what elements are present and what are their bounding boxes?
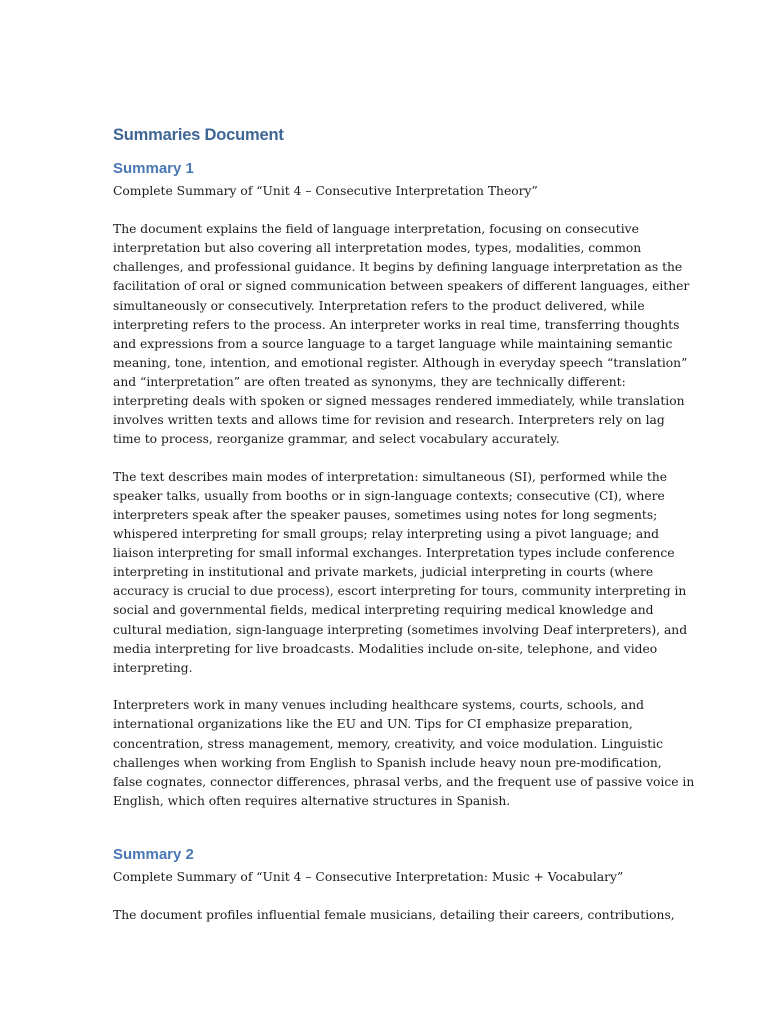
text-line: liaison interpreting for small informal exchanges. Interpretation types include conference [113,546,675,561]
text-line: accuracy is crucial to due process), escort interpreting for tours, community interpreting in [113,584,687,599]
text-line: and “interpretation” are often treated as synonyms, they are technically different: [113,374,626,389]
text-line: interpreting refers to the process. An interpreter works in real time, transferring thoughts [113,317,680,332]
paragraph [113,220,690,449]
paragraph [113,906,675,925]
text-line: speaker talks, usually from booths or in sign-language contexts; consecutive (CI), where [113,488,665,503]
text-line: international organizations like the EU and UN. Tips for CI emphasize preparation, [113,717,633,732]
text-line: challenges, and professional guidance. It begins by defining language interpretation as the [113,260,683,275]
text-line: interpreting deals with spoken or signed messages rendered immediately, while translation [113,394,685,409]
summary-section-1 [113,159,695,811]
paragraph [113,468,688,678]
text-line: concentration, stress management, memory, creativity, and voice modulation. Linguistic [113,736,663,751]
text-line: social and governmental fields, medical interpreting requiring medical knowledge and [113,603,654,618]
section-subtitle: Complete Summary of “Unit 4 – Consecutive Interpretation Theory” [113,184,538,198]
text-line: interpreters speak after the speaker pauses, sometimes using notes for long segments; [113,508,658,523]
section-subtitle: Complete Summary of “Unit 4 – Consecutive Interpretation: Music + Vocabulary” [113,869,624,884]
text-line: The document profiles influential female musicians, detailing their careers, contributions, [113,908,675,923]
text-line: involves written texts and allows time for revision and research. Interpreters rely on lag [113,413,665,428]
text-line: time to process, reorganize grammar, and select vocabulary accurately. [113,432,560,447]
text-line: interpreting. [113,660,193,675]
section-heading: Summary 1 [113,160,194,177]
text-line: interpreting in institutional and private markets, judicial interpreting in courts (where [113,565,654,580]
text-line: interpretation but also covering all interpretation modes, types, modalities, common [113,241,642,256]
text-line: media interpreting for live broadcasts. Modalities include on-site, telephone, and video [113,641,658,656]
paragraph [113,696,695,811]
text-line: simultaneously or consecutively. Interpretation refers to the product delivered, while [113,298,645,313]
text-line: cultural mediation, sign-language interpreting (sometimes involving Deaf interpreters), and [113,622,688,637]
text-line: English, which often requires alternative structures in Spanish. [113,793,511,808]
text-line: challenges when working from English to Spanish include heavy noun pre-modification, [113,755,662,770]
document-body [113,124,695,925]
document-title: Summaries Document [113,126,284,144]
text-line: whispered interpreting for small groups; relay interpreting using a pivot language; and [113,527,660,542]
text-line: The document explains the field of language interpretation, focusing on consecutive [113,222,639,237]
text-line: false cognates, connector differences, phrasal verbs, and the frequent use of passive voice in [113,774,695,789]
summary-section-2 [113,845,675,925]
text-line: The text describes main modes of interpretation: simultaneous (SI), performed while the [113,469,668,484]
text-line: facilitation of oral or signed communication between speakers of different languages, either [113,279,690,294]
section-heading: Summary 2 [113,845,194,863]
text-line: Interpreters work in many venues including healthcare systems, courts, schools, and [113,698,645,713]
text-line: and expressions from a source language to a target language while maintaining semantic [113,336,673,351]
text-line: meaning, tone, intention, and emotional register. Although in everyday speech “translation” [113,355,688,370]
